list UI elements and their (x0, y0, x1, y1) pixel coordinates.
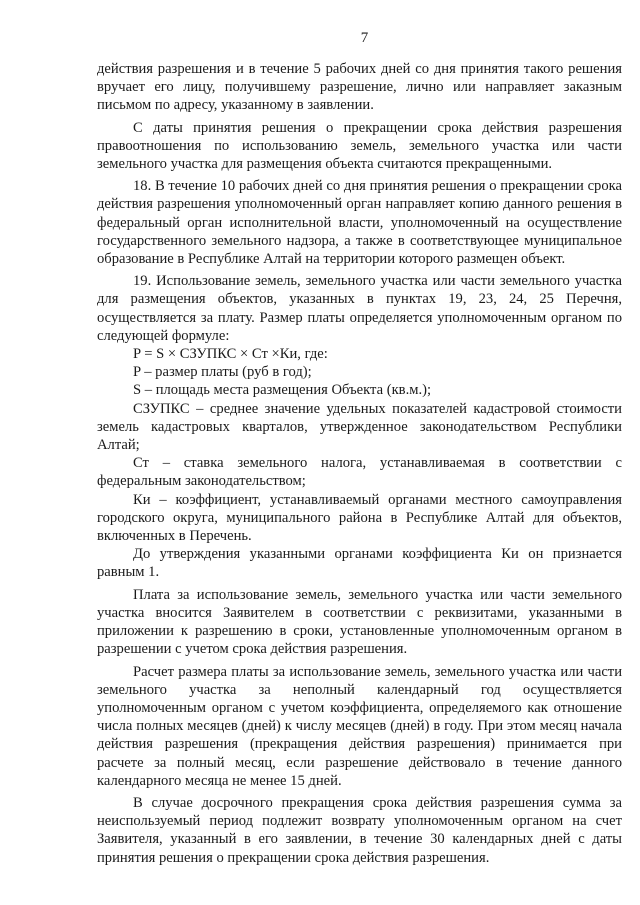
paragraph-4: 19. Использование земель, земельного участка или части земельного участка для размещения объектов, указанных в пунктах 19, 23, 24, 25 Перечня, осуществляется за плату. Размер платы определяется уполномоченным органом по следующей формуле: (97, 273, 622, 344)
paragraph-calculation: Расчет размера платы за использование земель, земельного участка или части земельного участка за неполный календарный год осуществляется уполномоченным органом с учетом коэффициента, определяемого как отношение числа полных месяцев (дней) к числу месяцев (дней) в году. При этом месяц начала действия разрешения (прекращения действия разрешения) принимается при расчете за полный месяц, если разрешение действовало в течение данного календарного месяца не менее 15 дней. (97, 663, 622, 789)
paragraph-refund: В случае досрочного прекращения срока действия разрешения сумма за неиспользуемый период подлежит возврату уполномоченным органом на счет Заявителя, указанный в его заявлении, в течение 30 календарных дней с даты принятия решения о прекращении срока действия разрешения. (97, 794, 622, 866)
formula-definition-ki: Ки – коэффициент, устанавливаемый органами местного самоуправления городского округа, муниципального района в Республике Алтай для объектов, включенных в Перечень. (97, 491, 622, 545)
paragraph-1: действия разрешения и в течение 5 рабочих дней со дня принятия такого решения вручает его лицу, получившему разрешение, лично или направляет заказным письмом по адресу, указанному в заявлении. (97, 61, 622, 114)
page-number: 7 (360, 30, 369, 46)
formula-definition-szupks: СЗУПКС – среднее значение удельных показателей кадастровой стоимости земель кадастровых кварталов, утвержденное законодательством Республики Алтай; (97, 400, 622, 454)
paragraph-ki-default: До утверждения указанными органами коэффициента Ки он признается равным 1. (97, 546, 622, 581)
paragraph-payment: Плата за использование земель, земельного участка или части земельного участка вносится Заявителем в соответствии с реквизитами, указанными в приложении к разрешению в сроки, установленные уполномоченным органом в разрешении с учетом срока действия разрешения. (97, 586, 622, 658)
formula-definition-p: P – размер платы (руб в год); (133, 364, 312, 381)
formula-definition-st: Ст – ставка земельного налога, устанавливаемая в соответствии с федеральным законодательством; (97, 455, 622, 490)
paragraph-2: С даты принятия решения о прекращении срока действия разрешения правоотношения по использованию земель, земельного участка или части земельного участка для размещения объекта считаются прекращенными. (97, 119, 622, 173)
paragraph-3: 18. В течение 10 рабочих дней со дня принятия решения о прекращении срока действия разрешения уполномоченный орган направляет копию данного решения в федеральный орган исполнительной власти, уполномоченный на осуществление государственного земельного надзора, а также в соответствующее муниципальное образование в Республике Алтай на территории которого размещен объект. (97, 178, 622, 268)
formula-definition-s: S – площадь места размещения Объекта (кв.м.); (133, 382, 432, 399)
formula-line: P = S × СЗУПКС × Ст ×Ки, где: (133, 346, 328, 363)
